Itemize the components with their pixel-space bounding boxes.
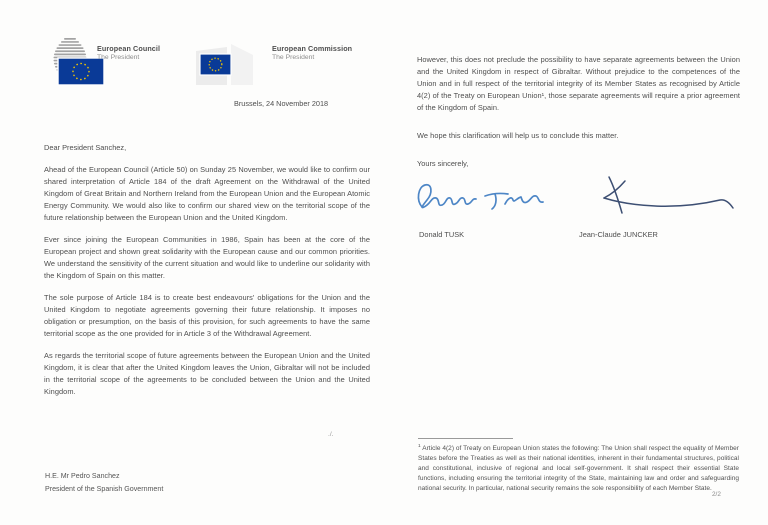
addressee-name: H.E. Mr Pedro Sanchez [45, 472, 120, 480]
continuation-mark: ./. [328, 431, 334, 438]
juncker-signature-icon [572, 172, 740, 220]
paragraph: The sole purpose of Article 184 is to create best endeavours' obligations for the Union and the United Kingdom to negotiate agreements governing their future relationship. It imposes no obligation or presumption, on the basis of this provision, for such agreements to have the same territorial scope as the one provided for in Article 3 of the Withdrawal Agreement. [44, 293, 370, 338]
closing-salutation: Yours sincerely, [417, 159, 469, 168]
paragraph: However, this does not preclude the possibility to have separate agreements between the Union and the United Kingdom in respect of Gibraltar. Without prejudice to the competences of the Union and in full respect of the territorial integrity of its Member States as recognised by Article 4(2) of the Treaty on European Union¹, those separate agreements will require a prior agreement of the Kingdom of Spain. [417, 55, 740, 112]
letter-body-page1 [44, 142, 370, 408]
letter-body-page2 [417, 54, 740, 244]
salutation: Dear President Sanchez, [44, 143, 127, 152]
commission-org-name: European Commission [272, 44, 353, 53]
commission-president-label: The President [272, 54, 315, 61]
council-logo-text [97, 44, 160, 62]
signatory-names [417, 230, 740, 244]
letter-page-2 [417, 0, 740, 525]
footnote-text [418, 442, 739, 494]
addressee-block [45, 470, 163, 495]
eu-flag-icon [200, 54, 231, 75]
letter-page-1 [44, 0, 370, 525]
dateline: Brussels, 24 November 2018 [234, 99, 329, 108]
paragraph: Ahead of the European Council (Article 50) on Sunday 25 November, we would like to confirm our shared interpretation of Article 184 of the draft Agreement on the Withdrawal of the United Kingdom of Great Britain and Northern Ireland from the European Union and the European Atomic Energy Community. We would also like to confirm our shared view on the territorial scope of the future relationship between the European Union and the United Kingdom. [44, 165, 370, 222]
signatory-name-juncker: Jean-Claude JUNCKER [579, 230, 658, 239]
page-number: 2/2 [712, 491, 721, 498]
footnote-body: Article 4(2) of Treaty on European Union states the following: The Union shall respect the equality of Member States before the Treaties as well as their national identities, inherent in their fundamental structures, political and constitutional, inclusive of regional and local self-government. It shall respect their essential State functions, including ensuring the territorial integrity of the State, maintaining law and order and safeguarding national security. In particular, national security remains the sole responsibility of each Member State. [418, 445, 739, 493]
berlaymont-building-icon [196, 44, 262, 86]
footnote [418, 438, 739, 494]
paragraph: As regards the territorial scope of future agreements between the European Union and the United Kingdom, it is clear that after the United Kingdom leaves the Union, Gibraltar will not be included in the territorial scope of the agreements to be concluded between the Union and the United Kingdom. [44, 351, 370, 396]
eu-flag-icon [58, 58, 104, 85]
signatory-name-tusk: Donald TUSK [419, 230, 465, 239]
tusk-signature-icon [415, 176, 550, 220]
commission-logo-text [272, 44, 352, 62]
paragraph: We hope this clarification will help us to conclude this matter. [417, 131, 619, 140]
addressee-title: President of the Spanish Government [45, 484, 164, 493]
european-commission-logo [196, 44, 262, 91]
council-president-label: The President [97, 54, 140, 61]
footnote-divider [418, 438, 513, 439]
signatures [417, 174, 740, 230]
footnote-marker: 1 [418, 444, 421, 449]
paragraph: Ever since joining the European Communities in 1986, Spain has been at the core of the European project and shown great solidarity with the European cause and our common priorities. We understand the sensitivity of the current situation and would like to underline our solidarity with the Kingdom of Spain on this matter. [44, 235, 370, 280]
council-org-name: European Council [97, 44, 161, 53]
